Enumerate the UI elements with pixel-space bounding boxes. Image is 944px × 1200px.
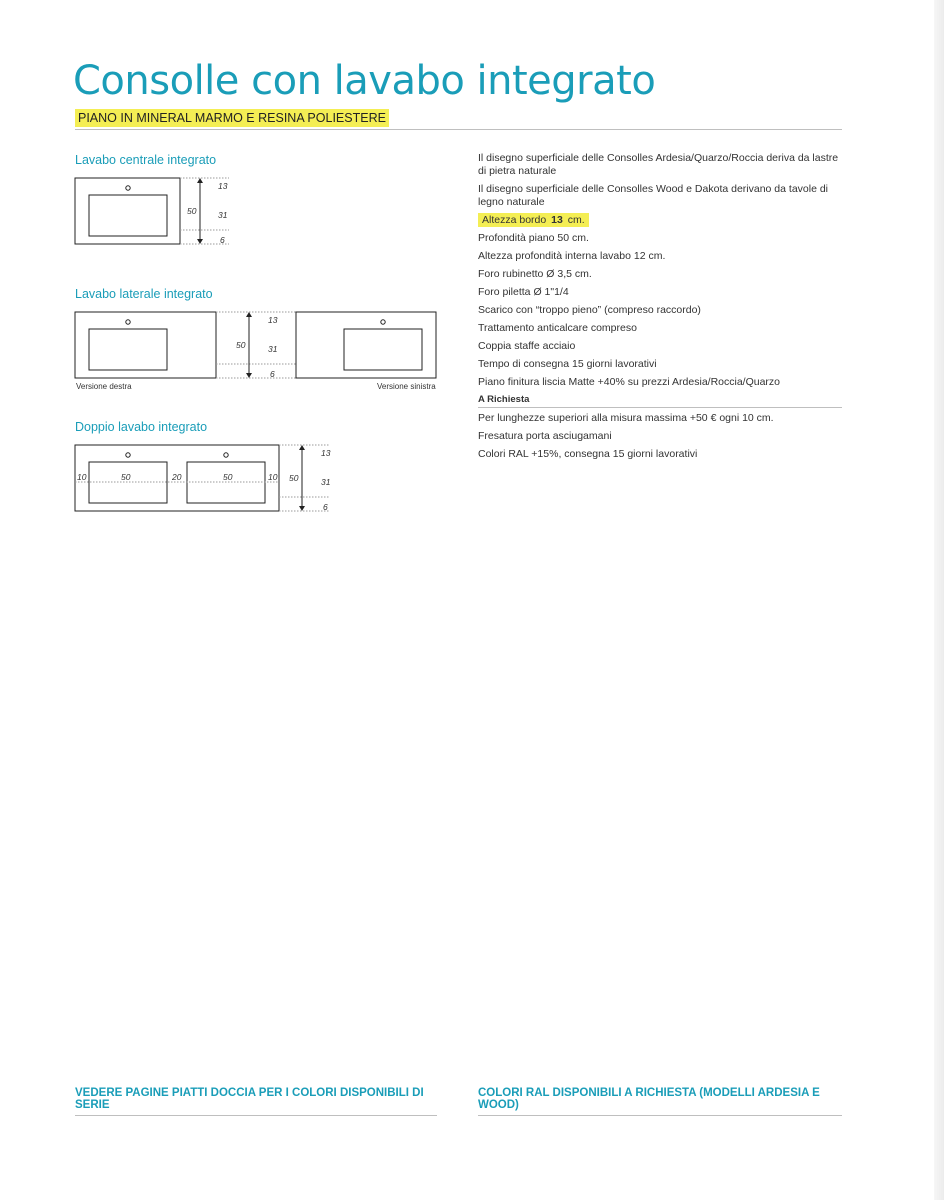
dim-edge-left: 10 xyxy=(77,472,87,482)
on-request-line: Colori RAL +15%, consegna 15 giorni lavorativi xyxy=(478,448,698,460)
on-request-line: Per lunghezze superiori alla misura massima +50 € ogni 10 cm. xyxy=(478,412,774,424)
section-title-lateral: Lavabo laterale integrato xyxy=(75,287,213,301)
dim-top: 13 xyxy=(268,315,278,325)
spec-line: Foro rubinetto Ø 3,5 cm. xyxy=(478,268,592,280)
dim-basin-1: 50 xyxy=(121,472,131,482)
spec-line: Il disegno superficiale delle Consolles Ardesia/Quarzo/Roccia deriva da lastre di pietra naturale xyxy=(478,152,839,177)
tap-hole-icon xyxy=(224,453,228,457)
basin-outline xyxy=(89,195,167,236)
dim-bottom: 6 xyxy=(323,502,328,512)
on-request-heading: A Richiesta xyxy=(478,394,842,408)
spec-line: Piano finitura liscia Matte +40% su prezzi Ardesia/Roccia/Quarzo xyxy=(478,376,781,388)
tap-hole-icon xyxy=(126,453,130,457)
tap-hole-icon xyxy=(381,320,385,324)
header-divider xyxy=(75,129,842,130)
footer-note-ral-colors: COLORI RAL DISPONIBILI A RICHIESTA (MODELLI ARDESIA E WOOD) xyxy=(478,1087,842,1116)
basin-1-outline xyxy=(89,462,167,503)
dim-bottom: 6 xyxy=(220,235,225,245)
basin-left-outline xyxy=(344,329,422,370)
spec-list xyxy=(478,152,842,466)
spec-line: Coppia staffe acciaio xyxy=(478,340,576,352)
footer-note-standard-colors: VEDERE PAGINE PIATTI DOCCIA PER I COLORI DISPONIBILI DI SERIE xyxy=(75,1087,437,1116)
spec-line: Scarico con “troppo pieno” (compreso raccordo) xyxy=(478,304,701,316)
dim-mid: 31 xyxy=(268,344,278,354)
spec-line: Profondità piano 50 cm. xyxy=(478,232,589,244)
diagram-central-basin xyxy=(74,174,244,248)
page-subtitle-badge: PIANO IN MINERAL MARMO E RESINA POLIESTERE xyxy=(75,109,389,127)
diagram-lateral-basin xyxy=(74,308,440,382)
dim-edge-right: 10 xyxy=(268,472,278,482)
spec-line: Tempo di consegna 15 giorni lavorativi xyxy=(478,358,657,370)
page-edge xyxy=(934,0,944,1200)
dim-basin-2: 50 xyxy=(223,472,233,482)
dim-bottom: 6 xyxy=(270,369,275,379)
dim-depth: 50 xyxy=(187,206,197,216)
dim-mid: 31 xyxy=(218,210,228,220)
countertop-outline xyxy=(75,178,180,244)
spec-line: Foro piletta Ø 1"1/4 xyxy=(478,286,569,298)
spec-line: Il disegno superficiale delle Consolles Wood e Dakota derivano da tavole di legno naturale xyxy=(478,183,829,208)
dim-top: 13 xyxy=(218,181,228,191)
countertop-left-outline xyxy=(296,312,436,378)
spec-line: Trattamento anticalcare compreso xyxy=(478,322,637,334)
on-request-line: Fresatura porta asciugamani xyxy=(478,430,612,442)
spec-line-highlight: Altezza bordo 13 cm. xyxy=(478,214,842,227)
page-title: Consolle con lavabo integrato xyxy=(73,58,656,104)
dim-mid: 31 xyxy=(321,477,331,487)
basin-right-outline xyxy=(89,329,167,370)
caption-right-version: Versione destra xyxy=(76,382,132,391)
dim-gap: 20 xyxy=(172,472,182,482)
countertop-right-outline xyxy=(75,312,216,378)
dim-depth: 50 xyxy=(289,473,299,483)
section-title-central: Lavabo centrale integrato xyxy=(75,153,217,167)
tap-hole-icon xyxy=(126,186,130,190)
section-title-double: Doppio lavabo integrato xyxy=(75,420,208,434)
diagram-double-basin xyxy=(74,441,344,515)
dim-depth: 50 xyxy=(236,340,246,350)
spec-line: Altezza profondità interna lavabo 12 cm. xyxy=(478,250,666,262)
dim-top: 13 xyxy=(321,448,331,458)
tap-hole-icon xyxy=(126,320,130,324)
caption-left-version: Versione sinistra xyxy=(377,382,436,391)
